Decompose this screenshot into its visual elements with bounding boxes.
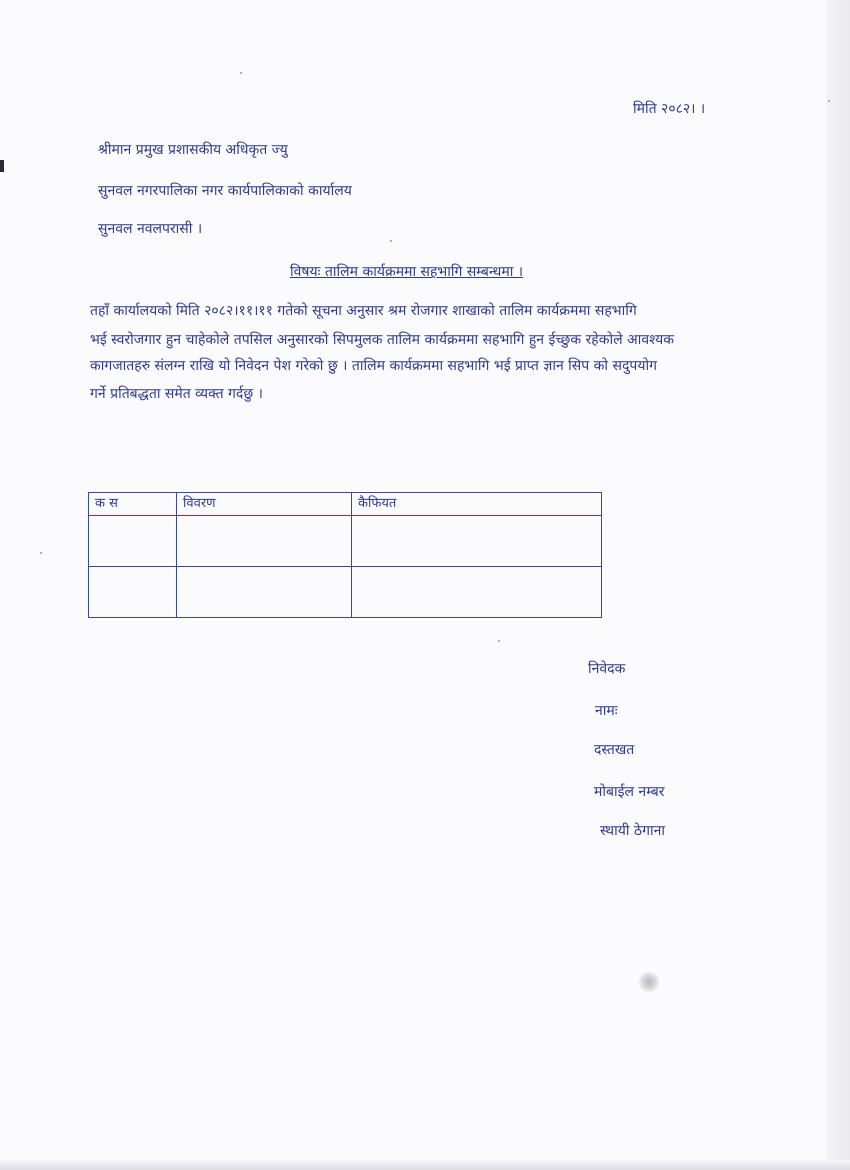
table-header-row [89, 493, 602, 516]
table-cell [177, 567, 352, 618]
page-edge-shadow [826, 0, 850, 1170]
speck [828, 100, 830, 102]
speck [498, 640, 500, 642]
mobile-label: मोबाईल नम्बर [594, 784, 665, 800]
addressee-line-2: सुनवल नगरपालिका नगर कार्यपालिकाको कार्यालय [98, 183, 352, 199]
page-bottom-edge [0, 1160, 850, 1170]
signature-label: दस्तखत [594, 742, 635, 758]
address-label: स्थायी ठेगाना [600, 823, 665, 839]
addressee-line-3: सुनवल नवलपरासी । [98, 221, 203, 237]
body-line-4: गर्ने प्रतिबद्धता समेत व्यक्त गर्दछु । [90, 386, 263, 402]
table-cell [89, 567, 177, 618]
applicant-label: निवेदक [588, 661, 626, 677]
table-row [89, 567, 602, 618]
body-line-1: तहाँ कार्यालयको मिति २०८२।११।११ गतेको सूचना अनुसार श्रम रोजगार शाखाको तालिम कार्यक्रममा सहभागि [90, 303, 637, 319]
table-cell [89, 516, 177, 567]
table-row [89, 516, 602, 567]
addressee-line-1: श्रीमान प्रमुख प्रशासकीय अधिकृत ज्यु [98, 142, 288, 158]
details-table [88, 492, 602, 618]
header-remarks: कैफियत [352, 493, 602, 516]
speck [40, 552, 42, 554]
header-details: विवरण [177, 493, 352, 516]
table-cell [352, 567, 602, 618]
date-line: मिति २०८२। । [633, 101, 706, 117]
scan-mark [0, 160, 4, 172]
speck [240, 72, 242, 74]
table-cell [352, 516, 602, 567]
subject-line: विषयः तालिम कार्यक्रममा सहभागि सम्बन्धमा । [290, 264, 524, 280]
ink-smudge [638, 972, 660, 992]
body-line-2: भई स्वरोजगार हुन चाहेकोले तपसिल अनुसारको सिपमुलक तालिम कार्यक्रममा सहभागि हुन ईच्छुक रहेकोले आवश्यक [90, 332, 674, 348]
name-label: नामः [595, 703, 618, 719]
speck [390, 240, 392, 242]
header-serial: क स [89, 493, 177, 516]
body-line-3: कागजातहरु संलग्न राखि यो निवेदन पेश गरेको छु । तालिम कार्यक्रममा सहभागि भई प्राप्त ज्ञान सिप को सदुपयोग [90, 358, 657, 374]
table-cell [177, 516, 352, 567]
